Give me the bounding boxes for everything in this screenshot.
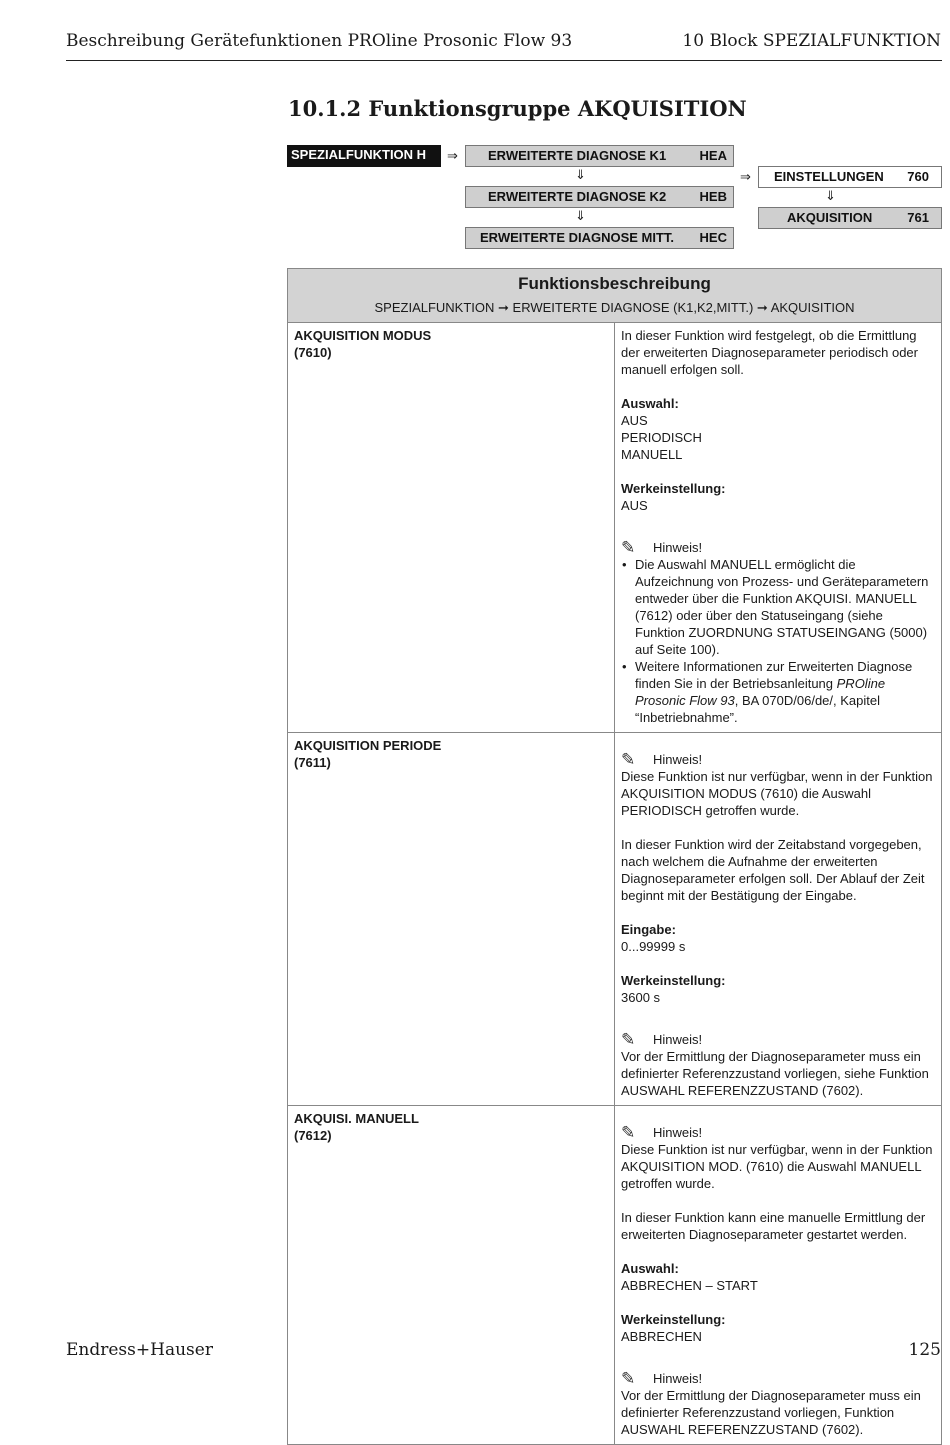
menu-box-code: HEB	[699, 189, 727, 204]
arrow-down-icon: ⇓	[575, 167, 586, 182]
pencil-note-icon: ✎	[621, 1123, 636, 1142]
werk-label: Werkeinstellung:	[621, 481, 726, 496]
intro-text: In dieser Funktion wird der Zeitabstand vorgegeben, nach welchem die Aufnahme der erweiterten Diagnoseparameter erfolgen soll. Der Ablauf der Zeit beginnt mit der Bestätigung der Eingabe.	[621, 837, 925, 903]
function-name-cell	[288, 1106, 615, 1445]
menu-box-k2	[465, 186, 734, 208]
eingabe-label: Eingabe:	[621, 922, 676, 937]
note-text: Vor der Ermittlung der Diagnoseparameter muss ein definierter Referenzzustand vorliegen, siehe Funktion AUSWAHL REFERENZZUSTAND (7602).	[621, 1049, 929, 1098]
menu-box-einstellungen	[758, 166, 942, 188]
menu-box-label: ERWEITERTE DIAGNOSE K2	[488, 189, 667, 204]
intro-text: In dieser Funktion kann eine manuelle Ermittlung der erweiterten Diagnoseparameter gestartet werden.	[621, 1210, 926, 1242]
pencil-note-icon: ✎	[621, 750, 636, 769]
note-label: Hinweis!	[653, 1371, 703, 1386]
header-rule	[66, 60, 942, 61]
note-heading	[621, 1031, 935, 1048]
function-name-cell	[288, 733, 615, 1106]
werk-label: Werkeinstellung:	[621, 1312, 726, 1327]
option-item: MANUELL	[621, 447, 683, 462]
note-heading	[621, 751, 935, 768]
table-row	[288, 733, 942, 1106]
note-label: Hinweis!	[653, 540, 703, 555]
function-name-cell	[288, 323, 615, 733]
werk-value: ABBRECHEN	[621, 1329, 702, 1344]
menu-box-label: AKQUISITION	[787, 210, 873, 225]
note-bullet: • Die Auswahl MANUELL ermöglicht die Aufzeichnung von Prozess- und Geräteparametern entweder über die Funktion AKQUISI. MANUELL (7612) oder über den Statuseingang (siehe Funktion ZUORDNUNG STATUSEINGANG (5000) auf Seite 100).	[635, 556, 935, 658]
option-item: AUS	[621, 413, 648, 428]
function-code: (7612)	[294, 1128, 332, 1143]
pencil-note-icon: ✎	[621, 1369, 636, 1388]
auswahl-value: ABBRECHEN – START	[621, 1278, 758, 1293]
note-bullet: • Weitere Informationen zur Erweiterten Diagnose finden Sie in der Betriebsanleitung PROline Prosonic Flow 93, BA 070D/06/de/, Kapitel “Inbetriebnahme”.	[635, 658, 935, 726]
menu-box-code: HEA	[699, 148, 727, 163]
werk-value: 3600 s	[621, 990, 661, 1005]
auswahl-label: Auswahl:	[621, 396, 679, 411]
function-name: AKQUISITION MODUS	[294, 328, 432, 343]
running-header-right: 10 Block SPEZIALFUNKTION	[682, 31, 941, 51]
menu-box-akquisition	[758, 207, 942, 229]
menu-box-code: 760	[907, 169, 929, 184]
note-label: Hinweis!	[653, 1032, 703, 1047]
function-name: AKQUISI. MANUELL	[294, 1111, 419, 1126]
pencil-note-icon: ✎	[621, 1030, 636, 1049]
note-label: Hinweis!	[653, 1125, 703, 1140]
note-list	[621, 556, 935, 726]
running-header-left: Beschreibung Gerätefunktionen PROline Prosonic Flow 93	[66, 31, 573, 51]
table-title: Funktionsbeschreibung	[518, 274, 711, 293]
menu-box-label: EINSTELLUNGEN	[774, 169, 884, 184]
table-row	[288, 1106, 942, 1445]
function-name: AKQUISITION PERIODE	[294, 738, 442, 753]
table-head	[288, 269, 942, 323]
option-item: PERIODISCH	[621, 430, 702, 445]
menu-box-mitt	[465, 227, 734, 249]
footer-brand: Endress+Hauser	[66, 1340, 213, 1360]
function-table	[287, 268, 942, 1445]
table-path: SPEZIALFUNKTION ➞ ERWEITERTE DIAGNOSE (K1,K2,MITT.) ➞ AKQUISITION	[374, 300, 855, 315]
section-title: 10.1.2 Funktionsgruppe AKQUISITION	[288, 96, 747, 121]
menu-box-label: ERWEITERTE DIAGNOSE MITT.	[480, 230, 675, 245]
arrow-down-icon: ⇓	[825, 188, 836, 203]
function-code: (7611)	[294, 755, 331, 770]
auswahl-label: Auswahl:	[621, 1261, 679, 1276]
function-code: (7610)	[294, 345, 332, 360]
menu-box-spezialfunktion: SPEZIALFUNKTION H	[287, 145, 441, 167]
menu-box-label: ERWEITERTE DIAGNOSE K1	[488, 148, 667, 163]
pencil-note-icon: ✎	[621, 538, 636, 557]
menu-box-code: 761	[907, 210, 929, 225]
intro-text: In dieser Funktion wird festgelegt, ob die Ermittlung der erweiterten Diagnoseparameter periodisch oder manuell erfolgen soll.	[621, 328, 918, 377]
arrow-right-icon: ⇒	[740, 169, 751, 184]
werk-label: Werkeinstellung:	[621, 973, 726, 988]
werk-value: AUS	[621, 498, 648, 513]
note-text: Vor der Ermittlung der Diagnoseparameter muss ein definierter Referenzzustand vorliegen, Funktion AUSWAHL REFERENZZUSTAND (7602).	[621, 1388, 921, 1437]
note-text: Diese Funktion ist nur verfügbar, wenn in der Funktion AKQUISITION MOD. (7610) die Auswahl MANUELL getroffen wurde.	[621, 1142, 933, 1191]
note-heading	[621, 1124, 935, 1141]
arrow-right-icon: ⇒	[447, 148, 458, 163]
page-number: 125	[908, 1340, 941, 1360]
menu-box-k1	[465, 145, 734, 167]
eingabe-value: 0...99999 s	[621, 939, 686, 954]
note-label: Hinweis!	[653, 752, 703, 767]
function-desc-cell	[615, 733, 942, 1106]
function-desc-cell	[615, 323, 942, 733]
arrow-down-icon: ⇓	[575, 208, 586, 223]
table-row	[288, 323, 942, 733]
menu-box-code: HEC	[699, 230, 727, 245]
note-text: Diese Funktion ist nur verfügbar, wenn in der Funktion AKQUISITION MODUS (7610) die Auswahl PERIODISCH getroffen wurde.	[621, 769, 933, 818]
note-heading	[621, 539, 935, 556]
function-desc-cell	[615, 1106, 942, 1445]
note-heading	[621, 1370, 935, 1387]
